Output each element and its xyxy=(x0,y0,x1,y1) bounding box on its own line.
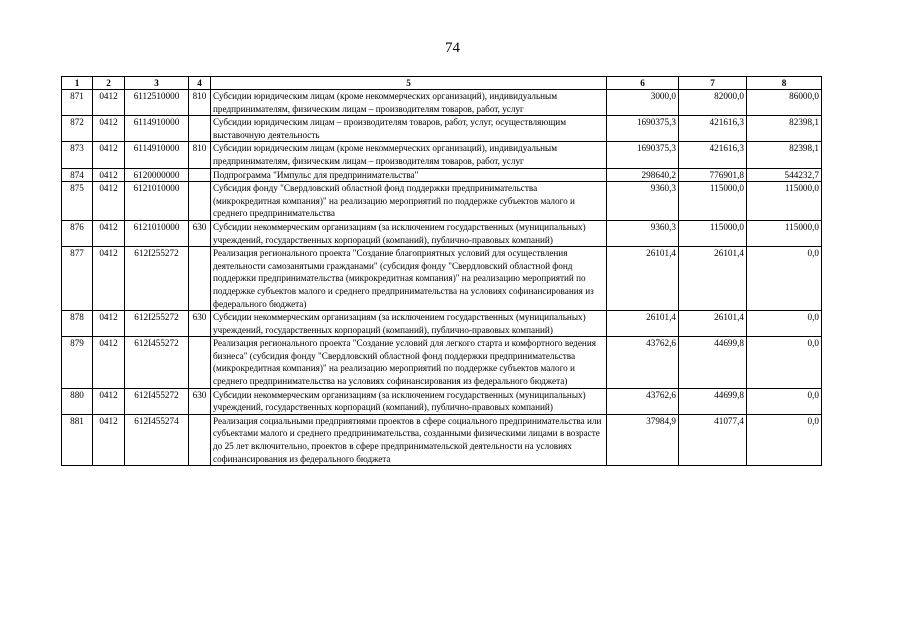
amount-col-6: 1690375,3 xyxy=(607,116,679,142)
expense-type-code: 630 xyxy=(189,311,211,337)
budget-table xyxy=(61,76,822,466)
expense-type-code xyxy=(189,247,211,311)
amount-col-7: 41077,4 xyxy=(679,414,747,465)
row-description: Реализация социальными предприятиями проектов в сфере социального предпринимательства или субъектами малого и среднего предпринимательства, созданными физическими лицами в возрасте до 25 лет включительно, проектов в сфере предпринимательской деятельности на условиях софинансирования из федерального бюджета xyxy=(211,414,607,465)
target-article-code: 6121010000 xyxy=(125,220,189,246)
table-header-row xyxy=(62,77,822,90)
expense-type-code: 630 xyxy=(189,388,211,414)
table-body xyxy=(62,90,822,466)
section-code: 0412 xyxy=(93,116,125,142)
amount-col-8: 86000,0 xyxy=(747,90,822,116)
table-row xyxy=(62,414,822,465)
amount-col-8: 544232,7 xyxy=(747,168,822,182)
row-description: Реализация регионального проекта "Создание условий для легкого старта и комфортного ведения бизнеса" (субсидия фонду "Свердловский областной фонд поддержки предпринимательства (микрокредитная компания)" на реализацию мероприятий по поддержке субъектов малого и среднего предпринимательства на условиях софинансирования из федерального бюджета) xyxy=(211,337,607,388)
amount-col-6: 43762,6 xyxy=(607,388,679,414)
table-row xyxy=(62,247,822,311)
column-header: 5 xyxy=(211,77,607,90)
row-number: 875 xyxy=(62,182,93,221)
row-number: 877 xyxy=(62,247,93,311)
amount-col-8: 0,0 xyxy=(747,337,822,388)
column-header: 8 xyxy=(747,77,822,90)
table-row xyxy=(62,168,822,182)
column-header: 3 xyxy=(125,77,189,90)
target-article-code: 6114910000 xyxy=(125,142,189,168)
expense-type-code: 630 xyxy=(189,220,211,246)
table-row xyxy=(62,220,822,246)
target-article-code: 6112510000 xyxy=(125,90,189,116)
amount-col-8: 0,0 xyxy=(747,311,822,337)
expense-type-code xyxy=(189,414,211,465)
column-header: 2 xyxy=(93,77,125,90)
section-code: 0412 xyxy=(93,388,125,414)
amount-col-8: 115000,0 xyxy=(747,220,822,246)
column-header: 4 xyxy=(189,77,211,90)
target-article-code: 612I255272 xyxy=(125,311,189,337)
row-number: 876 xyxy=(62,220,93,246)
amount-col-6: 43762,6 xyxy=(607,337,679,388)
amount-col-7: 421616,3 xyxy=(679,116,747,142)
amount-col-6: 1690375,3 xyxy=(607,142,679,168)
table-row xyxy=(62,182,822,221)
row-description: Реализация регионального проекта "Создание благоприятных условий для осуществления деятельности самозанятыми гражданами" (субсидия фонду "Свердловский областной фонд поддержки предпринимательства (микрокредитная компания)" на реализацию мероприятий по поддержке субъектов малого и среднего предпринимательства на условиях софинансирования из федерального бюджета) xyxy=(211,247,607,311)
expense-type-code xyxy=(189,182,211,221)
table-row xyxy=(62,388,822,414)
amount-col-6: 3000,0 xyxy=(607,90,679,116)
section-code: 0412 xyxy=(93,182,125,221)
amount-col-8: 0,0 xyxy=(747,247,822,311)
amount-col-6: 26101,4 xyxy=(607,247,679,311)
expense-type-code: 810 xyxy=(189,142,211,168)
table-row xyxy=(62,337,822,388)
amount-col-7: 44699,8 xyxy=(679,388,747,414)
amount-col-7: 115000,0 xyxy=(679,182,747,221)
amount-col-7: 26101,4 xyxy=(679,247,747,311)
expense-type-code: 810 xyxy=(189,90,211,116)
amount-col-8: 82398,1 xyxy=(747,116,822,142)
table-row xyxy=(62,142,822,168)
row-description: Подпрограмма "Импульс для предпринимательства" xyxy=(211,168,607,182)
section-code: 0412 xyxy=(93,90,125,116)
amount-col-7: 115000,0 xyxy=(679,220,747,246)
amount-col-8: 0,0 xyxy=(747,388,822,414)
row-description: Субсидии юридическим лицам (кроме некоммерческих организаций), индивидуальным предпринимателям, физическим лицам – производителям товаров, работ, услуг xyxy=(211,90,607,116)
expense-type-code xyxy=(189,116,211,142)
row-description: Субсидии некоммерческим организациям (за исключением государственных (муниципальных) учреждений, государственных корпораций (компаний), публично-правовых компаний) xyxy=(211,220,607,246)
amount-col-8: 0,0 xyxy=(747,414,822,465)
section-code: 0412 xyxy=(93,220,125,246)
target-article-code: 612I455274 xyxy=(125,414,189,465)
amount-col-8: 82398,1 xyxy=(747,142,822,168)
amount-col-8: 115000,0 xyxy=(747,182,822,221)
column-header: 6 xyxy=(607,77,679,90)
section-code: 0412 xyxy=(93,414,125,465)
row-number: 878 xyxy=(62,311,93,337)
amount-col-6: 298640,2 xyxy=(607,168,679,182)
row-number: 872 xyxy=(62,116,93,142)
amount-col-6: 9360,3 xyxy=(607,182,679,221)
row-number: 873 xyxy=(62,142,93,168)
row-number: 880 xyxy=(62,388,93,414)
amount-col-7: 82000,0 xyxy=(679,90,747,116)
target-article-code: 6121010000 xyxy=(125,182,189,221)
row-description: Субсидии юридическим лицам (кроме некоммерческих организаций), индивидуальным предпринимателям, физическим лицам – производителям товаров, работ, услуг xyxy=(211,142,607,168)
table-row xyxy=(62,311,822,337)
row-number: 871 xyxy=(62,90,93,116)
amount-col-7: 26101,4 xyxy=(679,311,747,337)
row-number: 874 xyxy=(62,168,93,182)
target-article-code: 612I455272 xyxy=(125,337,189,388)
row-number: 879 xyxy=(62,337,93,388)
section-code: 0412 xyxy=(93,337,125,388)
row-description: Субсидии юридическим лицам – производителям товаров, работ, услуг, осуществляющим выставочную деятельность xyxy=(211,116,607,142)
row-description: Субсидии некоммерческим организациям (за исключением государственных (муниципальных) учреждений, государственных корпораций (компаний), публично-правовых компаний) xyxy=(211,311,607,337)
row-number: 881 xyxy=(62,414,93,465)
section-code: 0412 xyxy=(93,311,125,337)
target-article-code: 612I455272 xyxy=(125,388,189,414)
amount-col-6: 9360,3 xyxy=(607,220,679,246)
row-description: Субсидия фонду "Свердловский областной фонд поддержки предпринимательства (микрокредитная компания)" на реализацию мероприятий по поддержке субъектов малого и среднего предпринимательства xyxy=(211,182,607,221)
table-row xyxy=(62,116,822,142)
amount-col-6: 37984,9 xyxy=(607,414,679,465)
column-header: 7 xyxy=(679,77,747,90)
row-description: Субсидии некоммерческим организациям (за исключением государственных (муниципальных) учреждений, государственных корпораций (компаний), публично-правовых компаний) xyxy=(211,388,607,414)
table-row xyxy=(62,90,822,116)
amount-col-7: 776901,8 xyxy=(679,168,747,182)
section-code: 0412 xyxy=(93,168,125,182)
amount-col-6: 26101,4 xyxy=(607,311,679,337)
amount-col-7: 421616,3 xyxy=(679,142,747,168)
section-code: 0412 xyxy=(93,247,125,311)
expense-type-code xyxy=(189,168,211,182)
target-article-code: 6114910000 xyxy=(125,116,189,142)
expense-type-code xyxy=(189,337,211,388)
column-header: 1 xyxy=(62,77,93,90)
target-article-code: 6120000000 xyxy=(125,168,189,182)
section-code: 0412 xyxy=(93,142,125,168)
page-number: 74 xyxy=(445,40,460,56)
amount-col-7: 44699,8 xyxy=(679,337,747,388)
target-article-code: 612I255272 xyxy=(125,247,189,311)
